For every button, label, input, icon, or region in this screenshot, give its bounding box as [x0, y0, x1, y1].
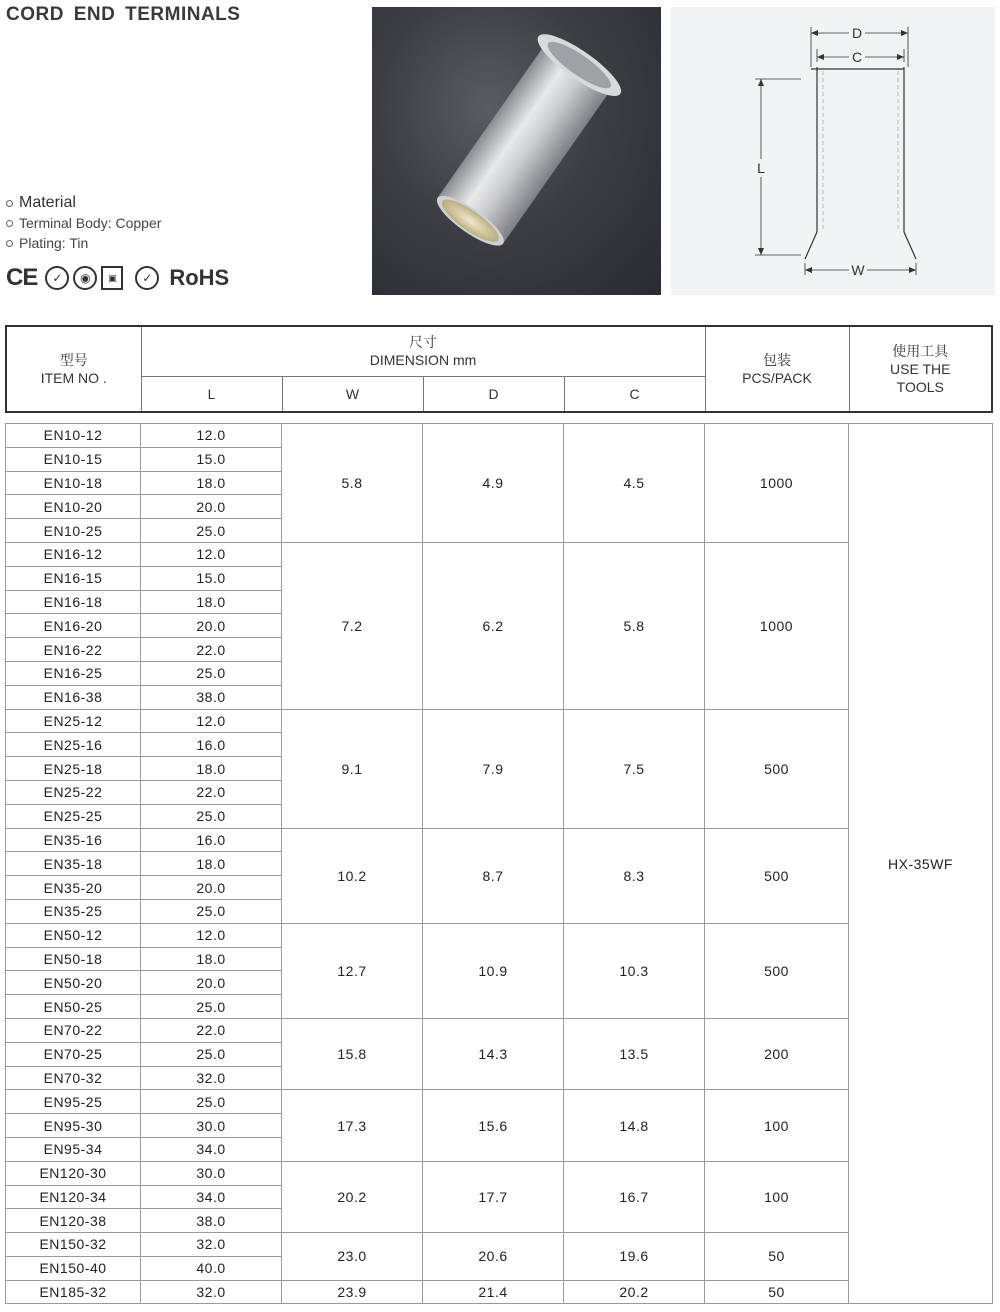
inner-diameter-cell: 7.5: [564, 709, 705, 828]
item-no-cell: EN150-32: [6, 1233, 141, 1257]
length-cell: 25.0: [141, 804, 282, 828]
outer-diameter-cell: 15.6: [423, 1090, 564, 1161]
header-dim-en: DIMENSION mm: [369, 352, 477, 369]
width-cell: 15.8: [282, 1018, 423, 1089]
tool-cell: HX-35WF: [849, 424, 993, 1304]
item-no-cell: EN50-25: [6, 995, 141, 1019]
item-no-cell: EN185-32: [6, 1280, 141, 1304]
item-no-cell: EN150-40: [6, 1256, 141, 1280]
length-cell: 12.0: [141, 542, 282, 566]
inner-diameter-cell: 20.2: [564, 1280, 705, 1304]
length-cell: 40.0: [141, 1256, 282, 1280]
inner-diameter-cell: 16.7: [564, 1161, 705, 1232]
header-tool-en1: USE THE: [890, 361, 951, 377]
spec-item-body: [6, 213, 161, 233]
table-row: [6, 1161, 993, 1185]
material-heading: Material: [19, 194, 76, 211]
bullet-icon: [6, 220, 13, 227]
length-cell: 32.0: [141, 1233, 282, 1257]
inner-diameter-cell: 5.8: [564, 542, 705, 709]
item-no-cell: EN35-25: [6, 899, 141, 923]
item-no-cell: EN10-20: [6, 495, 141, 519]
sgs-cert-icon: ✓: [135, 266, 159, 290]
spec-item-plating: [6, 233, 161, 253]
diagram-label-d: D: [851, 25, 863, 41]
diagram-label-c: C: [851, 49, 863, 65]
pack-qty-cell: 500: [705, 709, 849, 828]
item-no-cell: EN95-25: [6, 1090, 141, 1114]
item-no-cell: EN25-18: [6, 757, 141, 781]
quality-cert-icon: ◉: [73, 266, 97, 290]
header-dimension: [141, 326, 705, 376]
length-cell: 12.0: [141, 923, 282, 947]
width-cell: 7.2: [282, 542, 423, 709]
table-row: [6, 1280, 993, 1304]
length-cell: 25.0: [141, 899, 282, 923]
length-cell: 20.0: [141, 876, 282, 900]
item-no-cell: EN50-20: [6, 971, 141, 995]
length-cell: 15.0: [141, 566, 282, 590]
length-cell: 25.0: [141, 661, 282, 685]
length-cell: 22.0: [141, 1018, 282, 1042]
ce-mark-icon: CE: [6, 264, 38, 291]
header-col-l: L: [141, 376, 282, 412]
header-pack: [705, 326, 849, 412]
length-cell: 18.0: [141, 590, 282, 614]
ferrule-dimension-drawing: [671, 7, 995, 295]
item-no-cell: EN50-12: [6, 923, 141, 947]
width-cell: 10.2: [282, 828, 423, 923]
header-col-d: D: [423, 376, 564, 412]
inner-diameter-cell: 13.5: [564, 1018, 705, 1089]
outer-diameter-cell: 4.9: [423, 424, 564, 543]
length-cell: 12.0: [141, 709, 282, 733]
item-no-cell: EN35-20: [6, 876, 141, 900]
item-no-cell: EN70-32: [6, 1066, 141, 1090]
header-item-no: [6, 326, 141, 412]
length-cell: 16.0: [141, 733, 282, 757]
item-no-cell: EN25-12: [6, 709, 141, 733]
width-cell: 20.2: [282, 1161, 423, 1232]
outer-diameter-cell: 17.7: [423, 1161, 564, 1232]
width-cell: 23.0: [282, 1233, 423, 1281]
item-no-cell: EN25-16: [6, 733, 141, 757]
item-no-cell: EN50-18: [6, 947, 141, 971]
table-row: [6, 1233, 993, 1257]
length-cell: 22.0: [141, 638, 282, 662]
outer-diameter-cell: 6.2: [423, 542, 564, 709]
table-row: [6, 424, 993, 448]
item-no-cell: EN16-22: [6, 638, 141, 662]
item-no-cell: EN25-25: [6, 804, 141, 828]
outer-diameter-cell: 10.9: [423, 923, 564, 1018]
item-no-cell: EN25-22: [6, 780, 141, 804]
length-cell: 38.0: [141, 685, 282, 709]
length-cell: 22.0: [141, 780, 282, 804]
table-row: [6, 542, 993, 566]
dimension-diagram: [671, 7, 995, 295]
width-cell: 23.9: [282, 1280, 423, 1304]
length-cell: 15.0: [141, 447, 282, 471]
header-item-cn: 型号: [59, 352, 88, 368]
length-cell: 30.0: [141, 1114, 282, 1138]
length-cell: 18.0: [141, 947, 282, 971]
item-no-cell: EN95-34: [6, 1137, 141, 1161]
item-no-cell: EN16-20: [6, 614, 141, 638]
spec-item-text: Terminal Body: Copper: [19, 215, 162, 231]
table-row: [6, 1018, 993, 1042]
item-no-cell: EN70-22: [6, 1018, 141, 1042]
item-no-cell: EN35-18: [6, 852, 141, 876]
item-no-cell: EN16-12: [6, 542, 141, 566]
product-photo: [372, 7, 661, 295]
header-tools: [849, 326, 992, 412]
ferrule-photo-illustration: [372, 7, 661, 295]
table-header: [5, 325, 993, 413]
rohs-logo: RoHS: [169, 265, 230, 290]
length-cell: 38.0: [141, 1209, 282, 1233]
certification-logos: [6, 264, 229, 292]
item-no-cell: EN16-15: [6, 566, 141, 590]
item-no-cell: EN120-38: [6, 1209, 141, 1233]
header-item-en: ITEM NO .: [40, 370, 107, 386]
iso-cert-icon: ▣: [101, 266, 123, 290]
pack-qty-cell: 500: [705, 828, 849, 923]
header-tool-en2: TOOLS: [896, 379, 944, 395]
width-cell: 17.3: [282, 1090, 423, 1161]
item-no-cell: EN10-25: [6, 519, 141, 543]
pack-qty-cell: 100: [705, 1090, 849, 1161]
pack-qty-cell: 1000: [705, 542, 849, 709]
pack-qty-cell: 100: [705, 1161, 849, 1232]
bullet-icon: [6, 240, 13, 247]
outer-diameter-cell: 7.9: [423, 709, 564, 828]
page-title: CORD END TERMINALS: [6, 4, 241, 25]
item-no-cell: EN16-18: [6, 590, 141, 614]
header-tool-cn: 使用工具: [892, 343, 949, 359]
item-no-cell: EN10-12: [6, 424, 141, 448]
spec-item-text: Plating: Tin: [19, 235, 89, 251]
length-cell: 25.0: [141, 519, 282, 543]
header-col-c: C: [564, 376, 705, 412]
length-cell: 16.0: [141, 828, 282, 852]
width-cell: 5.8: [282, 424, 423, 543]
outer-diameter-cell: 21.4: [423, 1280, 564, 1304]
length-cell: 18.0: [141, 757, 282, 781]
header-pack-en: PCS/PACK: [742, 370, 812, 386]
item-no-cell: EN10-18: [6, 471, 141, 495]
pack-qty-cell: 50: [705, 1280, 849, 1304]
inner-diameter-cell: 14.8: [564, 1090, 705, 1161]
width-cell: 12.7: [282, 923, 423, 1018]
outer-diameter-cell: 14.3: [423, 1018, 564, 1089]
length-cell: 18.0: [141, 471, 282, 495]
length-cell: 34.0: [141, 1185, 282, 1209]
item-no-cell: EN120-30: [6, 1161, 141, 1185]
inner-diameter-cell: 10.3: [564, 923, 705, 1018]
length-cell: 25.0: [141, 995, 282, 1019]
item-no-cell: EN70-25: [6, 1042, 141, 1066]
inner-diameter-cell: 8.3: [564, 828, 705, 923]
pack-qty-cell: 200: [705, 1018, 849, 1089]
item-no-cell: EN95-30: [6, 1114, 141, 1138]
header-dim-cn: 尺寸: [409, 334, 437, 351]
length-cell: 25.0: [141, 1042, 282, 1066]
item-no-cell: EN120-34: [6, 1185, 141, 1209]
material-heading-row: [6, 193, 161, 213]
item-no-cell: EN16-25: [6, 661, 141, 685]
check-cert-icon: ✓: [45, 266, 69, 290]
inner-diameter-cell: 19.6: [564, 1233, 705, 1281]
table-row: [6, 709, 993, 733]
pack-qty-cell: 1000: [705, 424, 849, 543]
item-no-cell: EN10-15: [6, 447, 141, 471]
length-cell: 12.0: [141, 424, 282, 448]
length-cell: 20.0: [141, 971, 282, 995]
outer-diameter-cell: 20.6: [423, 1233, 564, 1281]
item-no-cell: EN35-16: [6, 828, 141, 852]
table-row: [6, 923, 993, 947]
outer-diameter-cell: 8.7: [423, 828, 564, 923]
length-cell: 18.0: [141, 852, 282, 876]
pack-qty-cell: 500: [705, 923, 849, 1018]
length-cell: 20.0: [141, 614, 282, 638]
width-cell: 9.1: [282, 709, 423, 828]
header-pack-cn: 包装: [763, 352, 791, 368]
pack-qty-cell: 50: [705, 1233, 849, 1281]
header-col-w: W: [282, 376, 423, 412]
length-cell: 20.0: [141, 495, 282, 519]
inner-diameter-cell: 4.5: [564, 424, 705, 543]
length-cell: 25.0: [141, 1090, 282, 1114]
length-cell: 30.0: [141, 1161, 282, 1185]
length-cell: 34.0: [141, 1137, 282, 1161]
table-row: [6, 828, 993, 852]
diagram-label-w: W: [851, 262, 865, 278]
length-cell: 32.0: [141, 1066, 282, 1090]
item-no-cell: EN16-38: [6, 685, 141, 709]
material-spec: [6, 193, 161, 253]
bullet-icon: [6, 200, 13, 207]
product-table: [5, 423, 993, 1304]
length-cell: 32.0: [141, 1280, 282, 1304]
diagram-label-l: L: [757, 160, 765, 176]
table-row: [6, 1090, 993, 1114]
